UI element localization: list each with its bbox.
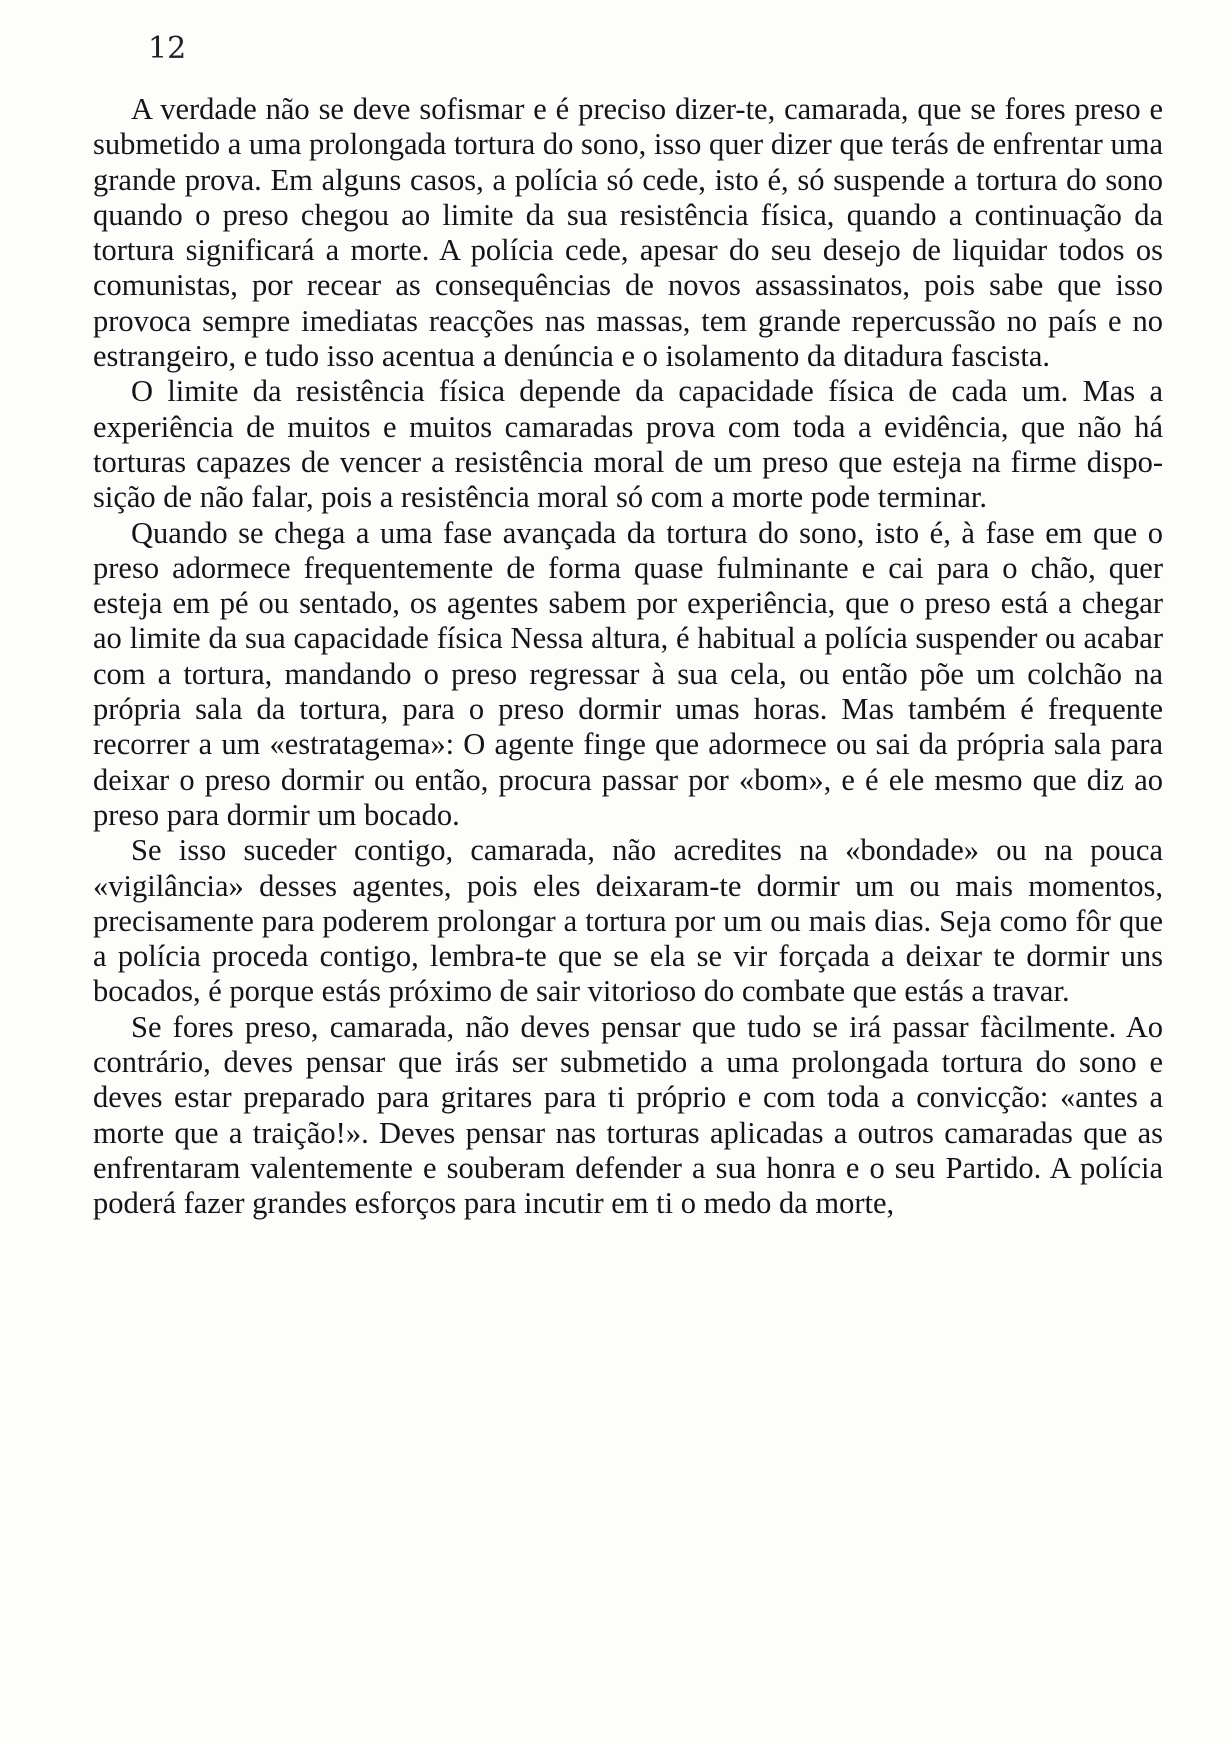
paragraph: Se isso suceder contigo, camarada, não acredites na «bondade» ou na pouca «vigilância» desses agentes, pois eles deixaram-te dormir um ou mais momentos, precisamente para poderem prolongar a tortura por um ou mais dias. Seja como fôr que a polícia proceda contigo, lembra-te que se ela se vir forçada a deixar te dormir uns bocados, é porque estás próximo de sair vitorioso do combate que estás a travar. bbox=[93, 833, 1163, 1009]
paragraph: O limite da resistência física depende da capacidade física de cada um. Mas a experiência de muitos e muitos camaradas prova com toda a evidência, que não há torturas capazes de vencer a resistência moral de um preso que esteja na firme disposição de não falar, pois a resistência moral só com a morte pode terminar. bbox=[93, 374, 1163, 515]
body-text bbox=[93, 92, 1163, 1222]
paragraph: A verdade não se deve sofismar e é preciso dizer-te, camarada, que se fores preso e submetido a uma prolongada tortura do sono, isso quer dizer que terás de enfrentar uma grande prova. Em alguns casos, a polícia só cede, isto é, só suspende a tortura do sono quando o preso chegou ao limite da sua resistência física, quando a continuação da tortura significará a morte. A polícia cede, apesar do seu desejo de liquidar todos os comunistas, por recear as consequências de novos assassinatos, pois sabe que isso provoca sempre imediatas reacções nas massas, tem grande repercussão no país e no estrangeiro, e tudo isso acentua a denúncia e o isolamento da ditadura fascista. bbox=[93, 92, 1163, 374]
paragraph: Se fores preso, camarada, não deves pensar que tudo se irá passar fàcilmente. Ao contrário, deves pensar que irás ser submetido a uma prolongada tortura do sono e deves estar preparado para gritares para ti próprio e com toda a convicção: «antes a morte que a traição!». Deves pensar nas torturas aplicadas a outros camaradas que as enfrentaram valentemente e souberam defender a sua honra e o seu Partido. A polícia poderá fazer grandes esforços para incutir em ti o medo da morte, bbox=[93, 1009, 1163, 1221]
page-number: 12 bbox=[148, 31, 187, 66]
paragraph: Quando se chega a uma fase avançada da tortura do sono, isto é, à fase em que o preso adormece frequentemente de forma quase fulminante e cai para o chão, quer esteja em pé ou sentado, os agentes sabem por experiência, que o preso está a chegar ao limite da sua capacidade física Nessa altura, é habitual a polícia suspender ou acabar com a tortura, mandando o preso regressar à sua cela, ou então põe um colchão na própria sala da tortura, para o preso dormir umas horas. Mas também é frequente recorrer a um «estratagema»: O agente finge que adormece ou sai da própria sala para deixar o preso dormir ou então, procura passar por «bom», e é ele mesmo que diz ao preso para dormir um bocado. bbox=[93, 515, 1163, 832]
